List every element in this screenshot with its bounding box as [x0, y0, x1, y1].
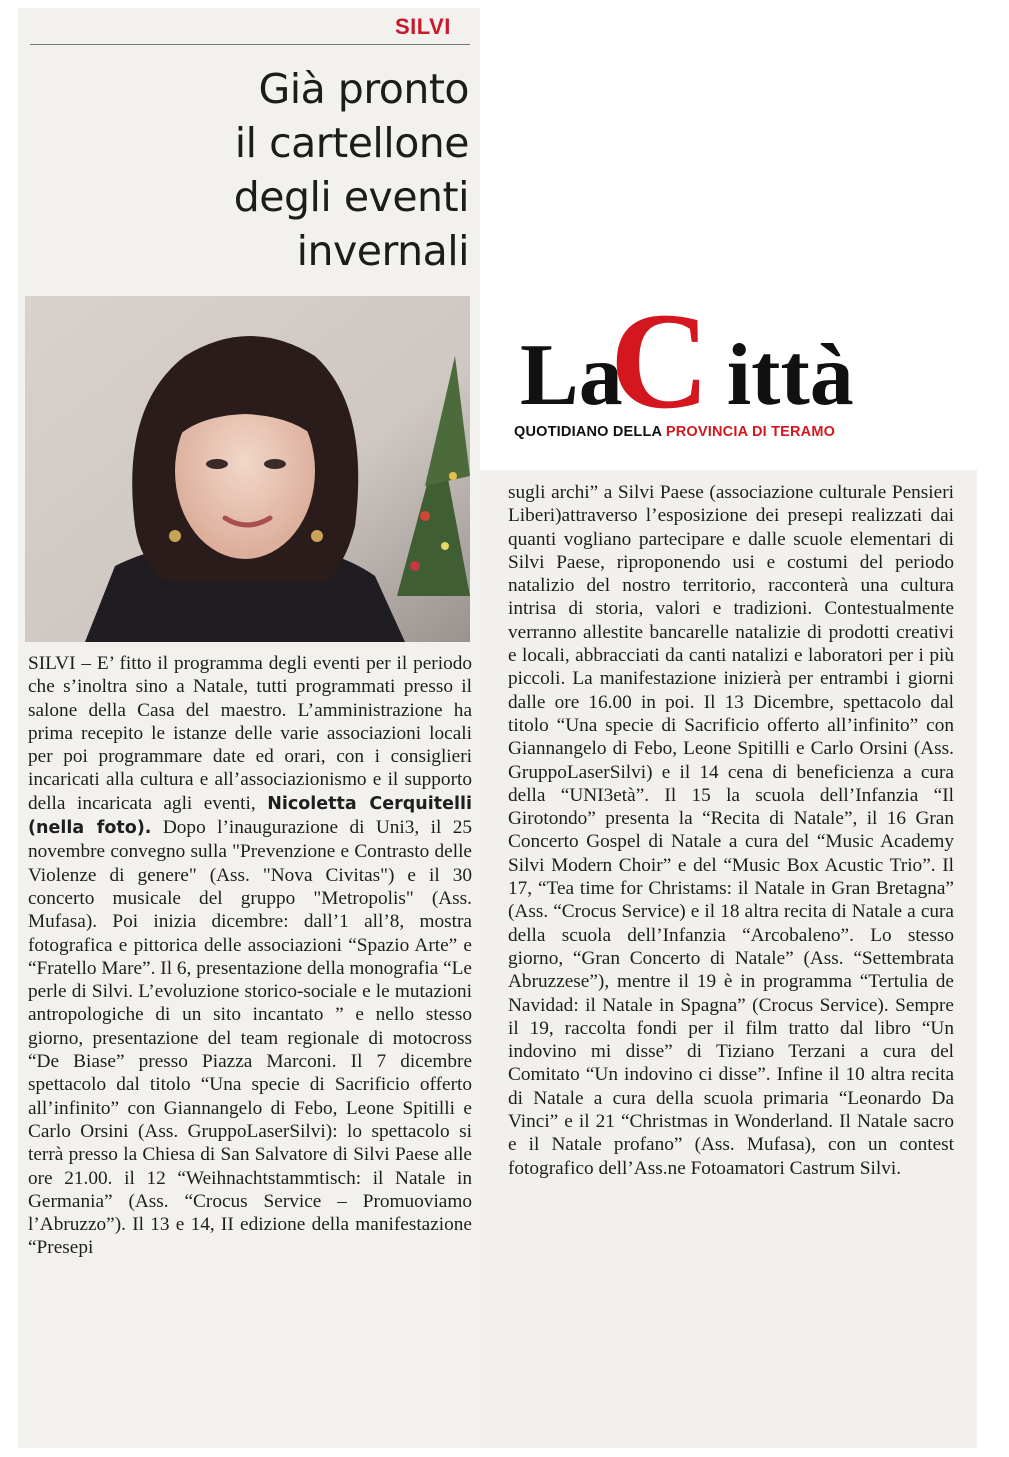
- article-body-right: [508, 481, 954, 1180]
- headline-line-2: il cartellone: [234, 119, 469, 167]
- portrait-photo-image: [25, 296, 470, 642]
- portrait-photo: [25, 296, 470, 642]
- newspaper-logo: [514, 284, 918, 442]
- tagline-red: PROVINCIA DI TERAMO: [665, 424, 836, 440]
- headline-line-1: Già pronto: [258, 65, 469, 113]
- highlighted-name: Nicoletta Cerquitelli (nella foto).: [28, 793, 472, 839]
- top-rule-divider: [30, 44, 470, 45]
- body-right-text: sugli archi” a Silvi Paese (associazione culturale Pensieri Liberi)attraverso l’esposizione dei presepi realizzati dai quanti vogliano partecipare e dalle scuole elementari di Silvi Paese, riproponendo usi e costumi del periodo natalizio del nostro territorio, racconterà una cultura intrisa di storia, valori e tradizioni. Contestualmente verranno allestite bancarelle natalizie di prodotti creativi e locali, abbracciati da canti natalizi e laboratori per i più piccoli. La manifestazione inizierà per entrambi i giorni dalle ore 16.00 in poi. Il 13 Dicembre, spettacolo dal titolo “Una specie di Sacrificio offerto all’infinito” con Giannangelo di Febo, Leone Spitilli e Carlo Orsini (Ass. GruppoLaserSilvi) e il 14 cena di beneficienza a cura della “UNI3età”. Il 15 la scuola dell’Infanzia “Il Girotondo” presenta la “Recita di Natale”, il 16 Gran Concerto Gospel di Natale a cura del “Music Academy Silvi Modern Choir” e del “Music Box Acustic Trio”. Il 17, “Tea time for Christams: il Natale in Gran Bretagna” (Ass. “Crocus Service) e il 18 altra recita di Natale a cura della scuola dell’Infanzia “Arcobaleno”. Lo stesso giorno, “Gran Concerto di Natale” (Ass. “Settembrata Abruzzese”), mentre il 19 è in programma “Tertulia de Navidad: il Natale in Spagna” (Crocus Service). Sempre il 19, raccolta fondi per il film tratto dal libro “Un indovino mi disse” di Tiziano Terzani a cura del Comitato “Un indovino ci disse”. Infine il 10 altra recita di Natale a cura della scuola primaria “Leonardo Da Vinci” e il 21 “Christmas in Wonderland. Il Natale sacro e il Natale profano” (Ass. Mufasa), con un contest fotografico dell’Ass.ne Fotoamatori Castrum Silvi.: [508, 482, 954, 1179]
- headline-line-4: invernali: [296, 227, 469, 275]
- body-left-part-1: SILVI – E’ fitto il programma degli eventi per il periodo che s’inoltra sino a Natale, tutti programmati presso il salone della Casa del maestro. L’amministrazione ha prima recepito le istanze delle varie associazioni locali per poi programmare date ed orari, con i consiglieri incaricati alla cultura e all’associazionismo e il supporto della incaricata agli eventi,: [28, 653, 472, 814]
- body-left-part-2: Dopo l’inaugurazione di Uni3, il 25 novembre convegno sulla "Prevenzione e Contrasto delle Violenze di genere" (Ass. "Nova Civitas") e il 30 concerto musicale del gruppo "Metropolis" (Ass. Mufasa). Poi inizia dicembre: dall’1 all’8, mostra fotografica e pittorica delle associazioni “Spazio Arte” e “Fratello Mare”. Il 6, presentazione della monografia “Le perle di Silvi. L’evoluzione storico-sociale e le mutazioni antropologiche di un sito incantato ” e nello stesso giorno, presentazione del team regionale di motocross “De Biase” presso Piazza Marconi. Il 7 dicembre spettacolo dal titolo “Una specie di Sacrificio offerto all’infinito” con Giannangelo di Febo, Leone Spitilli e Carlo Orsini (Ass. GruppoLaserSilvi): lo spettacolo si terrà presso la Chiesa di San Salvatore di Silvi Paese alle ore 21.00. il 12 “Weihnachtstammtisch: il Natale in Germania” (Ass. “Crocus Service – Promuoviamo l’Abruzzo”). Il 13 e 14, II edizione della manifestazione “Presepi: [28, 817, 472, 1259]
- article-headline: [29, 62, 469, 278]
- article-body-left: [28, 652, 472, 1260]
- logo-tagline: [514, 424, 918, 440]
- logo-wordmark: [520, 327, 854, 424]
- logo-word-left: La: [520, 327, 623, 424]
- logo-word-right: ittà: [726, 327, 854, 424]
- logo-red-c: C: [610, 284, 710, 437]
- section-label: SILVI: [395, 14, 451, 39]
- tagline-black: QUOTIDIANO DELLA: [514, 424, 666, 440]
- headline-line-3: degli eventi: [233, 173, 469, 221]
